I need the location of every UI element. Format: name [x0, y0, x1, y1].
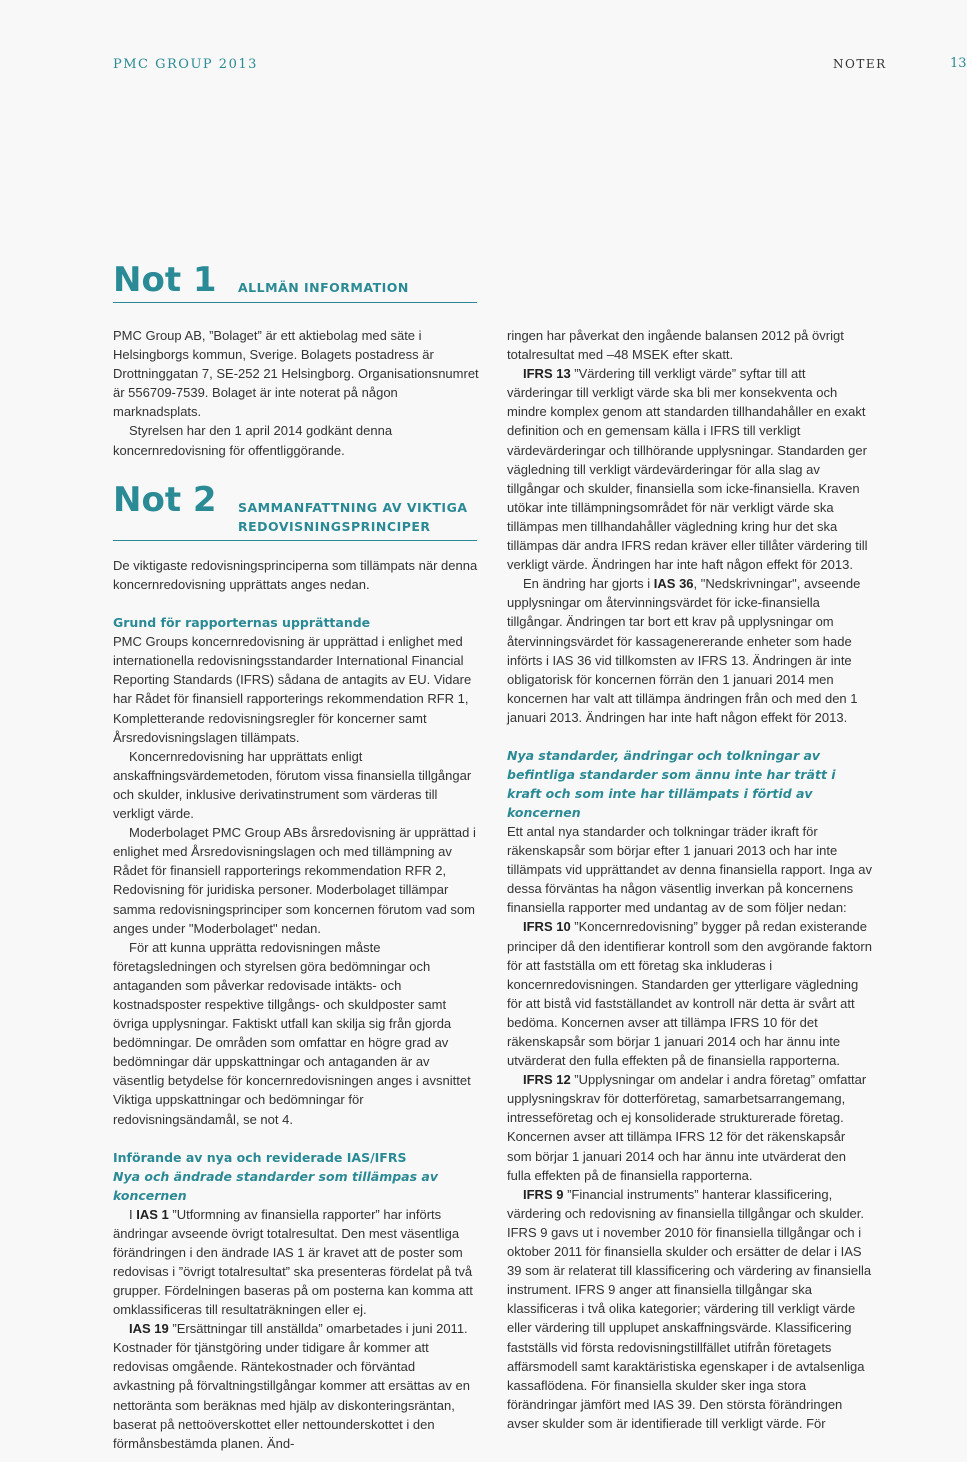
note1-title: ALLMÄN INFORMATION [238, 280, 409, 295]
note2-title [238, 498, 468, 536]
note2-heading [113, 482, 477, 541]
note2-title-line2: REDOVISNINGSPRINCIPER [238, 519, 431, 534]
grund-paragraph: Moderbolaget PMC Group ABs årsredovisning är upprättad i enlighet med Årsredovisningslagen och med tillämpning av Rådet för finansiell rapporterings rekommendation RFR 2, Redovisning för juridiska personer. Moderbolaget tillämpar samma redovisningsprinciper som koncernen förutom vad som anges under "Moderbolaget" nedan. [113, 825, 476, 936]
ifrs9-paragraph: IFRS 9 ”Financial instruments” hanterar klassificering, värdering och redovisning av finansiella tillgångar och skulder. IFRS 9 gavs ut i november 2010 för finansiella tillgångar och i oktober 2011 för finansiella skulder och ersätter de delar i IAS 39 som är relaterat till klassificering och värdering av finansiella instrument. IFRS 9 anger att finansiella tillgångar ska klassificeras i två olika kategorier; värdering till verkligt värde eller värdering till upplupet anskaffningsvärde. Klassificering fastställs vid första redovisningstillfället utifrån företagets affärsmodell samt karaktäristiska egenskaper i de avtalsenliga kassaflödena. För finansiella skulder sker inga stora förändringar jämfört med IAS 39. Den största förändringen avser skulder som är identifierade till verkligt värde. För [507, 1186, 872, 1431]
ias36-paragraph: En ändring har gjorts i IAS 36, "Nedskrivningar", avseende upplysningar om återvinningsvärdet för icke-finansiella tillgångar. Ändringen tar bort ett krav på upplysningar om återvinningsvärdet för kassagenererande enheter som hade införts i IAS 36 vid tillkomsten av IFRS 13. Ändringen är inte obligatorisk för koncernen förrän den 1 januari 2014 men koncernen har valt att tillämpa ändringen från och med den 1 januari 2013. Ändringen har inte haft någon effekt för 2013. [507, 576, 861, 725]
grund-paragraph: Koncernredovisning har upprättats enligt anskaffningsvärdemetoden, förutom vissa finansiella tillgångar och skulder, inklusive derivatinstrument som värderas till verkligt värde. [113, 748, 472, 822]
page-header [0, 0, 967, 80]
ifrs12-paragraph: IFRS 12 ”Upplysningar om andelar i andra företag” omfattar upplysningskrav för dotterföretag, samarbetsarrangemang, intresseföretag och ej konsoliderade strukturerade företag. Koncernen avser att tillämpa IFRS 12 för det räkenskapsår som börjar 1 januari 2014 och har ännu inte utvärderat den fulla effekten på de finansiella rapporterna. [507, 1072, 867, 1183]
note2-number: Not 2 [113, 480, 217, 520]
grund-paragraph: För att kunna upprätta redovisningen måste företagsledningen och styrelsen göra bedömningar och antaganden som påverkar redovisade intäkts- och kostnadsposter respektive tillgångs- och skuldposter samt övriga upplysningar. Faktiskt utfall kan skilja sig från gjorda bedömningar. De områden som omfattar en högre grad av bedömningar där uppskattningar och antaganden är av väsentlig betydelse för koncernredovisningen anges i avsnittet Viktiga uppskattningar och bedömningar för redovisningsändamål, se not 4. [113, 939, 471, 1127]
ias36-label: IAS 36 [653, 576, 694, 592]
section-title: NOTER [833, 57, 887, 71]
right-column [507, 326, 873, 1433]
ifrs13-paragraph: IFRS 13 ”Värdering till verkligt värde” syftar till att värderingar till verkligt värde ska bli mer konsekventa och mindre komplex genom att standarden tillhandahåller en exakt definition och en gemensam källa i IFRS till verkligt värdevärderingar och tillhörande upplysningar. Standarden ger vägledning till verkligt värdevärderingar för alla slag av tillgångar och skulder, finansiella som icke-finansiella. Kraven utökar inte tillämpningsområdet för när verkligt värde ska tillämpas men tillhandahåller vägledning kring hur det ska tillämpas där andra IFRS redan kräver eller tillåter värdering till verkligt värde. Ändringen har inte haft någon effekt för 2013. [507, 366, 868, 573]
note2-body [113, 556, 479, 1453]
note1-number: Not 1 [113, 260, 217, 300]
grund-paragraph: PMC Groups koncernredovisning är upprättad i enlighet med internationella redovisningsstandarder International Financial Reporting Standards (IFRS) sådana de antagits av EU. Vidare har Rådet för finansiell rapporterings rekommendation RFR 1, Kompletterande redovisningsregler för koncerner samt Årsredovisningslagen tillämpats. [113, 634, 472, 745]
ifrs13-label: IFRS 13 [523, 366, 571, 382]
heading-nya-standarder: Nya och ändrade standarder som tillämpas av koncernen [113, 1168, 438, 1203]
note1-paragraph: Styrelsen har den 1 april 2014 godkänt denna koncernredovisning för offentliggörande. [113, 423, 393, 458]
heading-grund: Grund för rapporternas upprättande [113, 615, 371, 631]
note1-body [113, 326, 479, 460]
ias1-paragraph: I IAS 1 ”Utformning av finansiella rapporter” har införts ändringar avseende övrigt totalresultat. Den mest väsentliga förändringen i den ändrade IAS 1 är kravet att de poster som redovisas i ”övrigt totalresultat” ska presenteras fördelat på två grupper. Fördelningen baseras på om posterna kan komma att omklassificeras till resultaträkningen eller ej. [113, 1206, 473, 1318]
heading-nya-ej-tillampade: Nya standarder, ändringar och tolkningar av befintliga standarder som ännu inte har trätt i kraft och som inte har tillämpats i förtid av koncernen [507, 747, 836, 820]
note1-paragraph: PMC Group AB, ”Bolaget” är ett aktiebolag med säte i Helsingborgs kommun, Sverige. Bolagets postadress är Drottninggatan 7, SE-252 21 Helsingborg. Organisationsnumret är 556709-7539. Bolaget är inte noterat på någon marknadsplats. [113, 328, 479, 420]
ifrs9-label: IFRS 9 [523, 1186, 564, 1202]
note2-title-line1: SAMMANFATTNING AV VIKTIGA [238, 500, 468, 515]
ifrs10-label: IFRS 10 [523, 919, 571, 935]
ifrs10-paragraph: IFRS 10 ”Koncernredovisning” bygger på redan existerande principer då den identifierar kontroll som den avgörande faktorn för att fastställa om ett företag ska inkluderas i koncernredovisningen. Standarden ger ytterligare vägledning för att bistå vid fastställandet av kontroll när detta är svårt att bedöma. Koncernen avser att tillämpa IFRS 10 för det räkenskapsår som börjar 1 januari 2014 och har ännu inte utvärderat den fulla effekten på de finansiella rapporterna. [507, 919, 872, 1069]
right-paragraph: ringen har påverkat den ingående balansen 2012 på övrigt totalresultat med –48 MSEK efter skatt. [507, 328, 844, 363]
page-number: 13 [950, 56, 967, 71]
ifrs12-label: IFRS 12 [523, 1072, 571, 1088]
ias19-label: IAS 19 [129, 1321, 169, 1337]
heading-inforande: Införande av nya och reviderade IAS/IFRS [113, 1149, 407, 1165]
note2-intro: De viktigaste redovisningsprinciperna som tillämpats när denna koncernredovisning upprättats anges nedan. [113, 558, 478, 593]
report-title: PMC GROUP 2013 [113, 57, 258, 72]
right-paragraph: Ett antal nya standarder och tolkningar träder ikraft för räkenskapsår som börjar efter 1 januari 2013 och har inte tillämpats vid upprättandet av denna finansiella rapport. Inga av dessa förväntas ha någon väsentlig inverkan på koncernens finansiella rapporter med undantag av de som följer nedan: [507, 823, 872, 916]
ias19-paragraph: IAS 19 ”Ersättningar till anställda” omarbetades i juni 2011. Kostnader för tjänstgöring under tidigare år kommer att redovisas omgående. Räntekostnader och förväntad avkastning på förvaltningstillgångar kommer att ersättas av en nettoränta som beräknas med hjälp av diskonteringsräntan, baserat på nettoöverskottet eller nettounderskottet i den förmånsbestämda planen. Änd- [113, 1321, 470, 1451]
note1-heading [113, 262, 477, 303]
ias1-label: IAS 1 [136, 1206, 169, 1222]
